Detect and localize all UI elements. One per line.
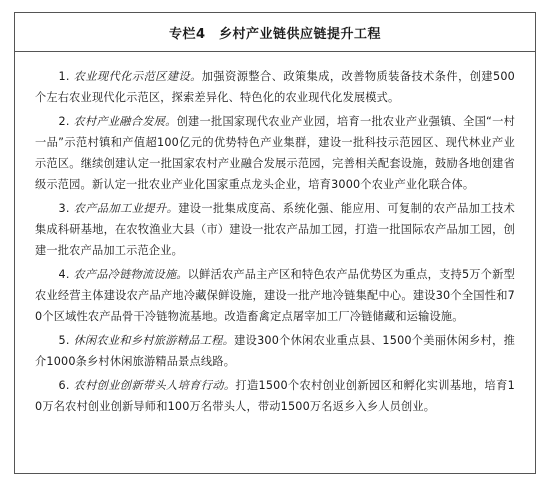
item-heading: 农村产业融合发展。: [73, 115, 177, 128]
item-text: 打造1500个农村创业创新园区和孵化实训基地，培育10万名农村创业创新导师和100万名带头人，带动1500万名返乡入乡人员创业。: [35, 379, 515, 413]
item-text: 以鲜活农产品主产区和特色农产品优势区为重点，支持5万个新型农业经营主体建设农产品产地冷藏保鲜设施，建设一批产地冷链集配中心。建设30个全国性和70个区域性农产品骨干冷链物流基地。改造畜禽定点屠宰加工厂冷链储藏和运输设施。: [35, 268, 515, 323]
box-title: 专栏4 乡村产业链供应链提升工程: [168, 26, 382, 42]
item-number: 4.: [58, 268, 70, 281]
item-heading: 农产品冷链物流设施。: [73, 268, 188, 281]
item-4: [35, 264, 515, 327]
item-2: [35, 111, 515, 195]
item-number: 1.: [58, 70, 70, 83]
title-row: [15, 13, 535, 52]
item-1: [35, 66, 515, 108]
item-text: 创建一批国家现代农业产业园，培育一批农业产业强镇、全国“一村一品”示范村镇和产值超100亿元的优势特色产业集群，建设一批科技示范园区、现代林业产业示范区。继续创建认定一批国家农村产业融合发展示范园，完善相关配套设施，鼓励各地创建省级示范园。新认定一批农业产业化国家重点龙头企业，培育3000个农业产业化联合体。: [35, 115, 515, 191]
item-heading: 农村创业创新带头人培育行动。: [73, 379, 236, 392]
item-number: 6.: [58, 379, 70, 392]
box-body: [15, 52, 535, 417]
item-3: [35, 198, 515, 261]
item-text: 建设300个休闲农业重点县、1500个美丽休闲乡村，推介1000条乡村休闲旅游精品景点线路。: [35, 334, 515, 368]
item-heading: 农业现代化示范区建设。: [73, 70, 202, 83]
item-6: [35, 375, 515, 417]
item-text: 加强资源整合、政策集成，改善物质装备技术条件，创建500个左右农业现代化示范区，探索差异化、特色化的农业现代化发展模式。: [35, 70, 515, 104]
item-5: [35, 330, 515, 372]
item-heading: 农产品加工业提升。: [73, 202, 179, 215]
item-number: 5.: [58, 334, 70, 347]
item-number: 2.: [58, 115, 70, 128]
item-number: 3.: [58, 202, 70, 215]
item-heading: 休闲农业和乡村旅游精品工程。: [73, 334, 235, 347]
item-text: 建设一批集成度高、系统化强、能应用、可复制的农产品加工技术集成科研基地，在农牧渔业大县（市）建设一批农产品加工园，打造一批国际农产品加工园，创建一批农产品加工示范企业。: [35, 202, 515, 257]
feature-box: [14, 12, 536, 474]
